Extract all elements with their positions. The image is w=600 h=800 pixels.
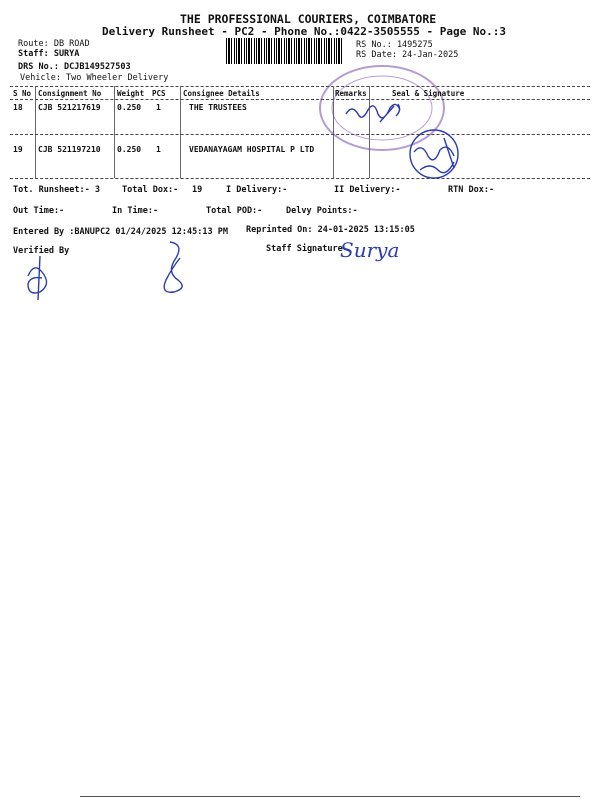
- row-weight: 0.250: [117, 103, 142, 112]
- column-header-weight: Weight: [117, 89, 145, 98]
- column-header-consignment: Consignment No: [38, 89, 102, 98]
- rs-date: RS Date: 24-Jan-2025: [356, 50, 459, 60]
- staff-signature-label: Staff Signature: [266, 244, 343, 254]
- column-header-consignee: Consignee Details: [183, 89, 260, 98]
- drs-number: DRS No.: DCJB149527503: [18, 62, 131, 72]
- tot-runsheet: Tot. Runsheet:- 3: [13, 185, 100, 195]
- table-header-border: [10, 99, 590, 100]
- row-weight: 0.250: [117, 145, 142, 154]
- ii-delivery: II Delivery:-: [334, 185, 401, 195]
- row-pcs: 1: [156, 103, 161, 112]
- rs-number: RS No.: 1495275: [356, 40, 433, 50]
- column-header-sno: S No: [13, 89, 32, 98]
- row-divider: [10, 134, 590, 135]
- route-label: Route: DB ROAD: [18, 39, 90, 49]
- total-pod: Total POD:-: [206, 206, 263, 216]
- row-consignment: CJB 521197210: [38, 145, 101, 154]
- in-time: In Time:-: [112, 206, 159, 216]
- table-top-border: [10, 86, 590, 87]
- staff-label: Staff: SURYA: [18, 49, 80, 59]
- row-consignee: VEDANAYAGAM HOSPITAL P LTD: [189, 145, 315, 154]
- row-consignee: THE TRUSTEES: [189, 103, 247, 112]
- row-pcs: 1: [156, 145, 161, 154]
- verifier-signature: [20, 254, 70, 304]
- initial-signature: [160, 238, 194, 296]
- row-sno: 19: [13, 145, 23, 154]
- column-divider: [333, 86, 334, 178]
- delivery-signature: [404, 124, 474, 190]
- column-divider: [114, 86, 115, 178]
- total-dox-label: Total Dox:-: [122, 185, 179, 195]
- delvy-points: Delvy Points:-: [286, 206, 358, 216]
- column-header-seal: Seal & Signature: [392, 89, 465, 98]
- column-divider: [180, 86, 181, 178]
- entered-by: Entered By :BANUPC2 01/24/2025 12:45:13 PM: [13, 227, 228, 237]
- verified-by: Verified By: [13, 246, 70, 256]
- row-sno: 18: [13, 103, 23, 112]
- total-dox-value: 19: [192, 185, 203, 195]
- vehicle-label: Vehicle: Two Wheeler Delivery: [20, 73, 169, 83]
- table-bottom-border: [10, 178, 590, 179]
- i-delivery: I Delivery:-: [226, 185, 288, 195]
- reprinted-on: Reprinted On: 24-01-2025 13:15:05: [246, 225, 415, 235]
- column-header-remarks: Remarks: [335, 89, 367, 98]
- runsheet-subtitle: Delivery Runsheet - PC2 - Phone No.:0422-3505555 - Page No.:3: [102, 25, 506, 38]
- column-header-pcs: PCS: [152, 89, 166, 98]
- company-title: THE PROFESSIONAL COURIERS, COIMBATORE: [180, 12, 437, 26]
- row-consignment: CJB 521217619: [38, 103, 101, 112]
- staff-handwritten-signature: Surya: [340, 238, 400, 262]
- out-time: Out Time:-: [13, 206, 65, 216]
- rtn-dox: RTN Dox:-: [448, 185, 495, 195]
- scan-edge-line: [80, 796, 580, 797]
- column-divider: [35, 86, 36, 178]
